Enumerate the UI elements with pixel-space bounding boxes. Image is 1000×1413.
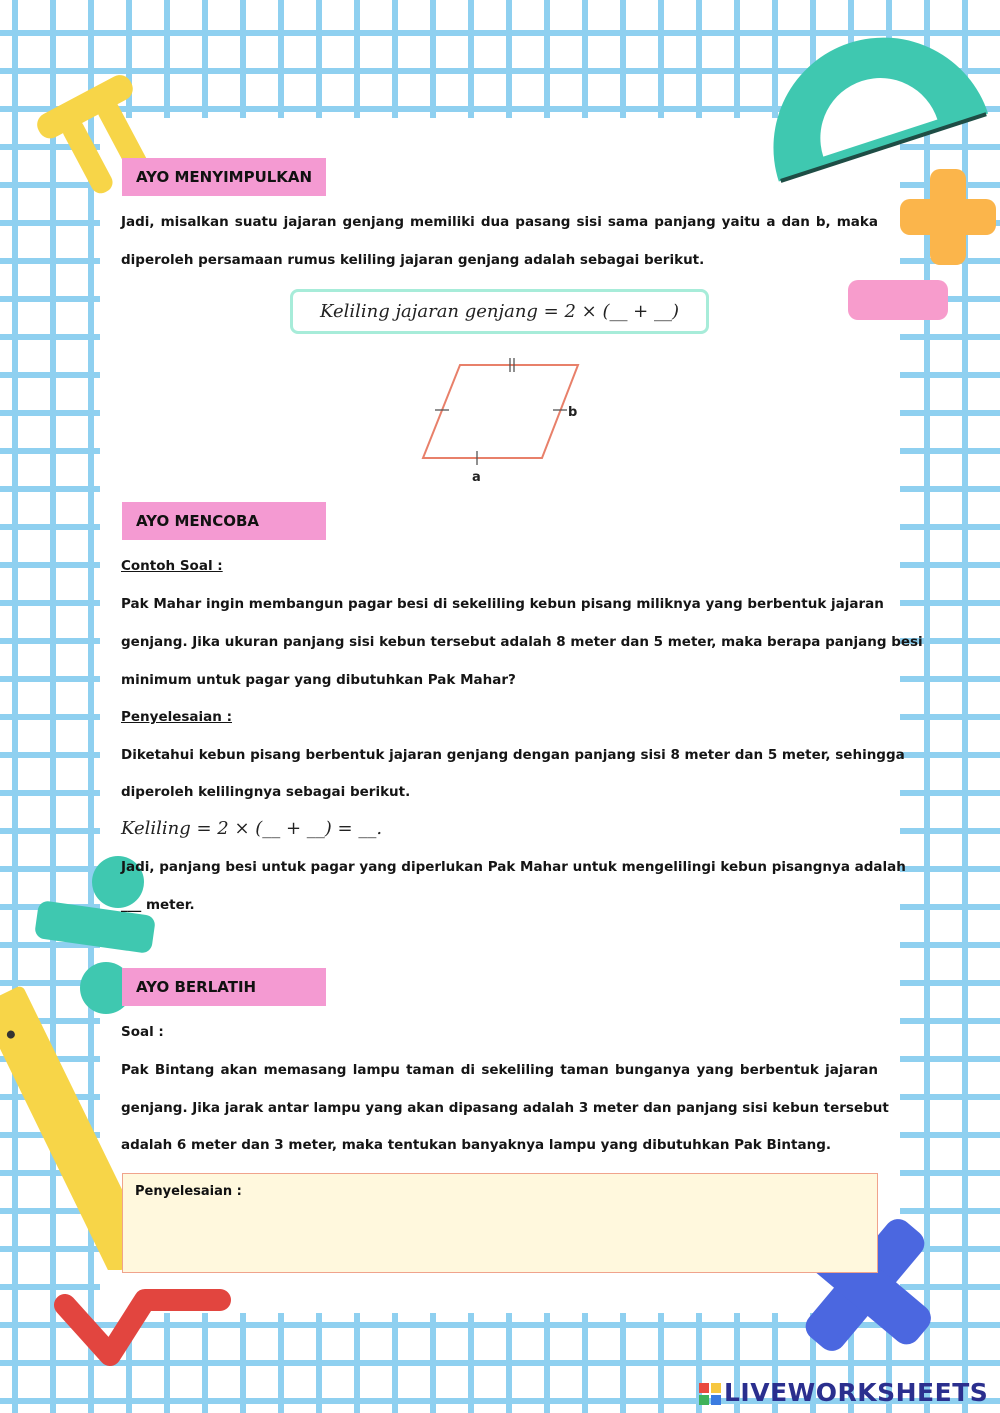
solution-line1: Diketahui kebun pisang berbentuk jajaran genjang dengan panjang sisi 8 meter dan 5 meter, sehingga [121,747,905,763]
conclude-text-line2: diperoleh persamaan rumus keliling jajaran genjang adalah sebagai berikut. [121,252,705,268]
parallelogram-diagram [415,352,590,487]
section-header-try: AYO MENCOBA [122,502,326,540]
perimeter-calculation: Keliling = 2 × (__ + __) = __. [121,818,383,839]
example-question-line1: Pak Mahar ingin membangun pagar besi di sekeliling kebun pisang miliknya yang berbentuk jajaran [121,596,884,612]
practice-question-line2: genjang. Jika jarak antar lampu yang akan dipasang adalah 3 meter dan panjang sisi kebun tersebut [121,1100,889,1116]
solution-line2: diperoleh kelilingnya sebagai berikut. [121,784,411,800]
conclusion-line1: Jadi, panjang besi untuk pagar yang diperlukan Pak Mahar untuk mengelilingi kebun pisangnya adalah [121,859,906,875]
practice-question-line3: adalah 6 meter dan 3 meter, maka tentukan banyaknya lampu yang dibutuhkan Pak Bintang. [121,1137,831,1153]
ruler-decoration [0,980,130,1270]
practice-question-label: Soal : [121,1024,164,1040]
section-header-practice: AYO BERLATIH [122,968,326,1006]
liveworksheets-logo-icon [699,1383,721,1405]
minus-sign-decoration [845,275,951,325]
diagram-label-b: b [568,405,578,420]
example-label: Contoh Soal : [121,558,223,574]
plus-sign-decoration [896,165,1000,269]
liveworksheets-watermark: LIVEWORKSHEETS [724,1378,989,1407]
solution-label: Penyelesaian : [121,709,232,725]
diagram-label-a: a [472,470,481,485]
practice-question-line1: Pak Bintang akan memasang lampu taman di sekeliling taman bunganya yang berbentuk jajaran [121,1062,878,1078]
squiggle-decoration [50,1265,240,1375]
conclusion-line2: ___ meter. [121,897,195,913]
example-question-line2: genjang. Jika ukuran panjang sisi kebun tersebut adalah 8 meter dan 5 meter, maka berapa panjang besi [121,634,923,650]
section-header-conclude: AYO MENYIMPULKAN [122,158,326,196]
perimeter-formula-box: Keliling jajaran genjang = 2 × (__ + __) [290,289,709,334]
answer-label: Penyelesaian : [135,1184,242,1199]
example-question-line3: minimum untuk pagar yang dibutuhkan Pak Mahar? [121,672,516,688]
answer-box[interactable] [122,1173,878,1273]
conclude-text-line1: Jadi, misalkan suatu jajaran genjang memiliki dua pasang sisi sama panjang yaitu a dan b, maka [121,214,878,230]
